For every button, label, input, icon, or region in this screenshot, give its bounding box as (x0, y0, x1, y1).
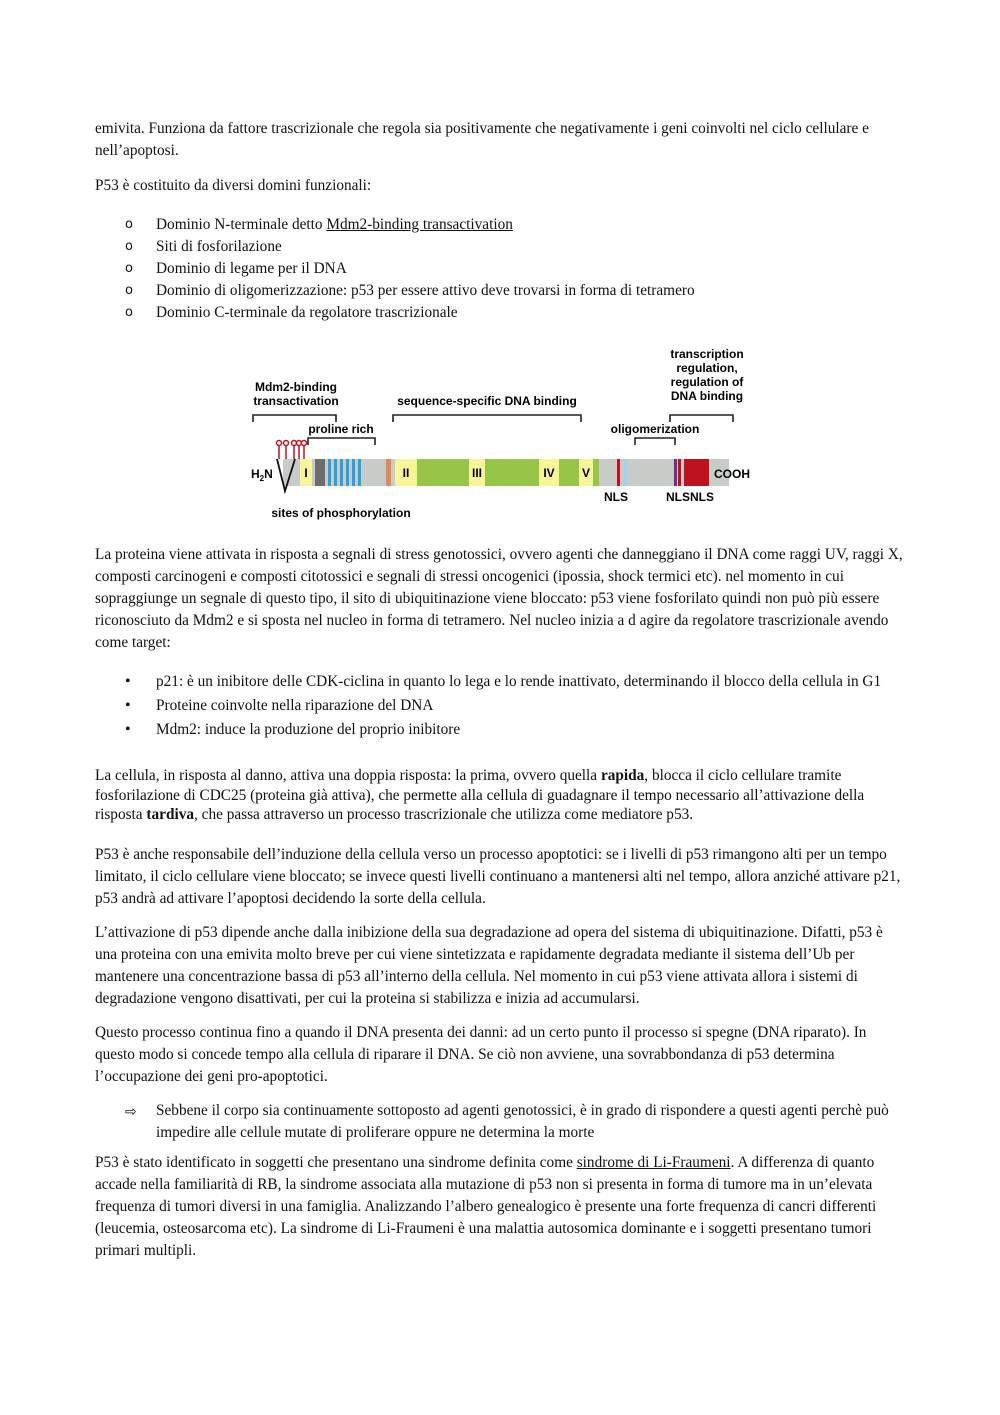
list-item (95, 719, 907, 741)
list-item (95, 236, 907, 258)
list-item-text: Sebbene il corpo sia continuamente sottoposto ad agenti genotossici, è in grado di rispondere a questi agenti perchè può impedire alle cellule mutate di proliferare oppure ne determina la morte (156, 1101, 889, 1141)
bullet-icon: • (125, 721, 131, 738)
circle-bullet-icon: o (125, 283, 133, 298)
list-item (95, 214, 907, 236)
nls-mark (678, 459, 681, 486)
paragraph-ubiquitination: L’attivazione di p53 dipende anche dalla inibizione della sua degradazione ad opera del sistema di ubiquitinazione. Difatti, p53 è una proteina con una emivita molto breve per cui viene sintetizzata e rapidamente degradata mediante il sistema dell’Ub per mantenere una concentrazione bassa di p53 all’interno della cellula. Nel momento in cui p53 viene attivata allora i sistemi di degradazione vengono disattivati, per cui la proteina si stabilizza e inizia ad accumularsi. (95, 923, 883, 1007)
proline-stripe (346, 459, 349, 486)
label-mdm2-line2: transactivation (253, 394, 339, 408)
arrow-right-icon: ⇨ (125, 1103, 137, 1120)
bold-rapida: rapida (600, 767, 645, 784)
domain-label-i: I (304, 466, 308, 480)
label-cooh: COOH (714, 467, 750, 481)
domain-label-iv: IV (543, 466, 555, 480)
proline-stripe (358, 459, 361, 486)
bracket-transcription (670, 415, 733, 422)
bold-tardiva: tardiva (146, 806, 195, 823)
phosphorylation-pin-icon (284, 441, 289, 460)
protein-bar (283, 459, 729, 486)
label-mdm2-line1: Mdm2-binding (255, 380, 337, 394)
circle-bullet-icon: o (125, 217, 133, 232)
domain-label-v: V (581, 466, 591, 480)
domain-label-iii: III (471, 466, 483, 480)
phosphorylation-pins (277, 441, 307, 460)
light-blue-mark (624, 459, 627, 486)
label-transcription-line1: transcription (670, 347, 744, 361)
list-item (95, 671, 907, 693)
domain-label-ii: II (402, 466, 410, 480)
list-item (95, 258, 907, 280)
circle-bullet-icon: o (125, 239, 133, 254)
circle-bullet-icon: o (125, 305, 133, 320)
list-item-text: Dominio N-terminale detto (156, 216, 327, 233)
bracket-dna-binding (393, 415, 581, 422)
paragraph-double-response: La cellula, in risposta al danno, attiva una doppia risposta: la prima, ovvero quella rapida, blocca il ciclo cellulare tramite fosforilazione di CDC25 (proteina già attiva), che permette alla cellula di guadagnare il tempo necessario all’attivazione della risposta tardiva, che passa attraverso un processo trascrizionale che utilizza come mediatore p53. (95, 767, 865, 823)
paragraph-domains-lead: P53 è costituito da diversi domini funzionali: (95, 177, 372, 194)
list-item-text: p21: è un inibitore delle CDK-ciclina in quanto lo lega e lo rende inattivato, determinando il blocco della cellula in G1 (156, 673, 882, 690)
proline-stripe (334, 459, 337, 486)
bracket-oligo (635, 438, 675, 445)
domains-list (95, 214, 907, 324)
list-item-text: Dominio di legame per il DNA (156, 260, 347, 277)
label-oligomerization: oligomerization (610, 422, 700, 436)
paragraph-dna-repair: Questo processo continua fino a quando il DNA presenta dei danni: ad un certo punto il processo si spegne (DNA riparato). In questo modo si concede tempo alla cellula di riparare il DNA. Se ciò non avviene, una sovrabbondanza di p53 determina l’occupazione dei geni pro-apoptotici. (95, 1023, 867, 1085)
list-item-text: Proteine coinvolte nella riparazione del DNA (156, 697, 434, 714)
list-item (95, 1100, 907, 1144)
paragraph-intro: emivita. Funziona da fattore trascrizionale che regola sia positivamente che negativamente i geni coinvolti nel ciclo cellulare e nell’apoptosi. (95, 120, 869, 159)
list-item-text: Dominio di oligomerizzazione: p53 per essere attivo deve trovarsi in forma di tetramero (156, 282, 695, 299)
bullet-icon: • (125, 697, 131, 714)
document-page (95, 118, 907, 1262)
purple-mark (674, 459, 677, 486)
bracket-proline (308, 438, 375, 445)
c-terminal-red-block (684, 459, 709, 486)
proline-stripe (340, 459, 343, 486)
phosphorylation-pin-icon (277, 441, 282, 460)
nls-mark (617, 459, 620, 486)
label-phosphorylation-sites: sites of phosphorylation (271, 506, 411, 520)
list-item (95, 695, 907, 717)
label-h2n: $H_2N$ (251, 467, 273, 483)
orange-segment (386, 459, 391, 486)
bullet-icon: • (125, 673, 131, 690)
label-nls-3: NLS (690, 490, 714, 504)
proline-stripe (352, 459, 355, 486)
note-list (95, 1100, 907, 1144)
label-dna-binding: sequence-specific DNA binding (397, 394, 577, 408)
p53-domain-figure (95, 342, 907, 522)
list-item-text: Mdm2: induce la produzione del proprio inibitore (156, 721, 461, 738)
label-proline-rich: proline rich (308, 422, 374, 436)
list-item (95, 302, 907, 324)
green-segment (485, 459, 539, 486)
dark-segment (315, 459, 325, 486)
label-transcription-line4: DNA binding (670, 389, 744, 403)
green-segment (593, 459, 599, 486)
proline-stripe (328, 459, 331, 486)
paragraph-apoptosis: P53 è anche responsabile dell’induzione della cellula verso un processo apoptotici: se i livelli di p53 rimangono alti per un tempo limitato, il ciclo cellulare viene bloccato; se invece questi livelli continuano a mantenersi alti nel tempo, allora anziché attivare p21, p53 andrà ad attivare l’apoptosi decidendo la sorte della cellula. (95, 845, 901, 907)
phosphorylation-pin-icon (292, 441, 297, 460)
label-transcription-line3: regulation of (670, 375, 744, 389)
label-nls-1: NLS (604, 490, 628, 504)
list-item-text: Dominio C-terminale da regolatore trascrizionale (156, 304, 458, 321)
mdm2-link[interactable]: Mdm2-binding transactivation (326, 216, 513, 233)
phosphorylation-pin-icon (297, 441, 302, 460)
circle-bullet-icon: o (125, 261, 133, 276)
green-segment (559, 459, 579, 486)
targets-list (95, 671, 907, 741)
label-transcription-line2: regulation, (676, 361, 738, 375)
label-nls-2: NLS (666, 490, 690, 504)
bracket-mdm2 (253, 415, 336, 422)
list-item-text: Siti di fosforilazione (156, 238, 282, 255)
list-item (95, 280, 907, 302)
paragraph-activation: La proteina viene attivata in risposta a segnali di stress genotossici, ovvero agenti che danneggiano il DNA come raggi UV, raggi X, composti carcinogeni e composti citotossici e segnali di stressi oncogenici (ipossia, shock termici etc). nel momento in cui sopraggiunge un segnale di questo tipo, il sito di ubiquitinazione viene bloccato: p53 viene fosforilato quindi non può più essere riconosciuto da Mdm2 e si sposta nel nucleo in forma di tetramero. Nel nucleo inizia a d agire da regolatore trascrizionale avendo come target: (95, 546, 903, 651)
phosphorylation-pin-icon (302, 441, 307, 460)
paragraph-li-fraumeni: P53 è stato identificato in soggetti che presentano una sindrome definita come sindrome di Li-Fraumeni. A differenza di quanto accade nella familiarità di RB, la sindrome associata alla mutazione di p53 non si presenta in forma di tumore ma in un’elevata frequenza di tumori diversi in una famiglia. Analizzando l’albero genealogico è presente una forte frequenza di cancri differenti (leucemia, osteosarcoma etc). La sindrome di Li-Fraumeni è una malattia autosomica dominante e i soggetti presentano tumori primari multipli. (95, 1153, 877, 1259)
p53-domain-diagram (243, 342, 763, 522)
li-fraumeni-link[interactable]: sindrome di Li-Fraumeni (576, 1153, 731, 1171)
green-segment (417, 459, 469, 486)
